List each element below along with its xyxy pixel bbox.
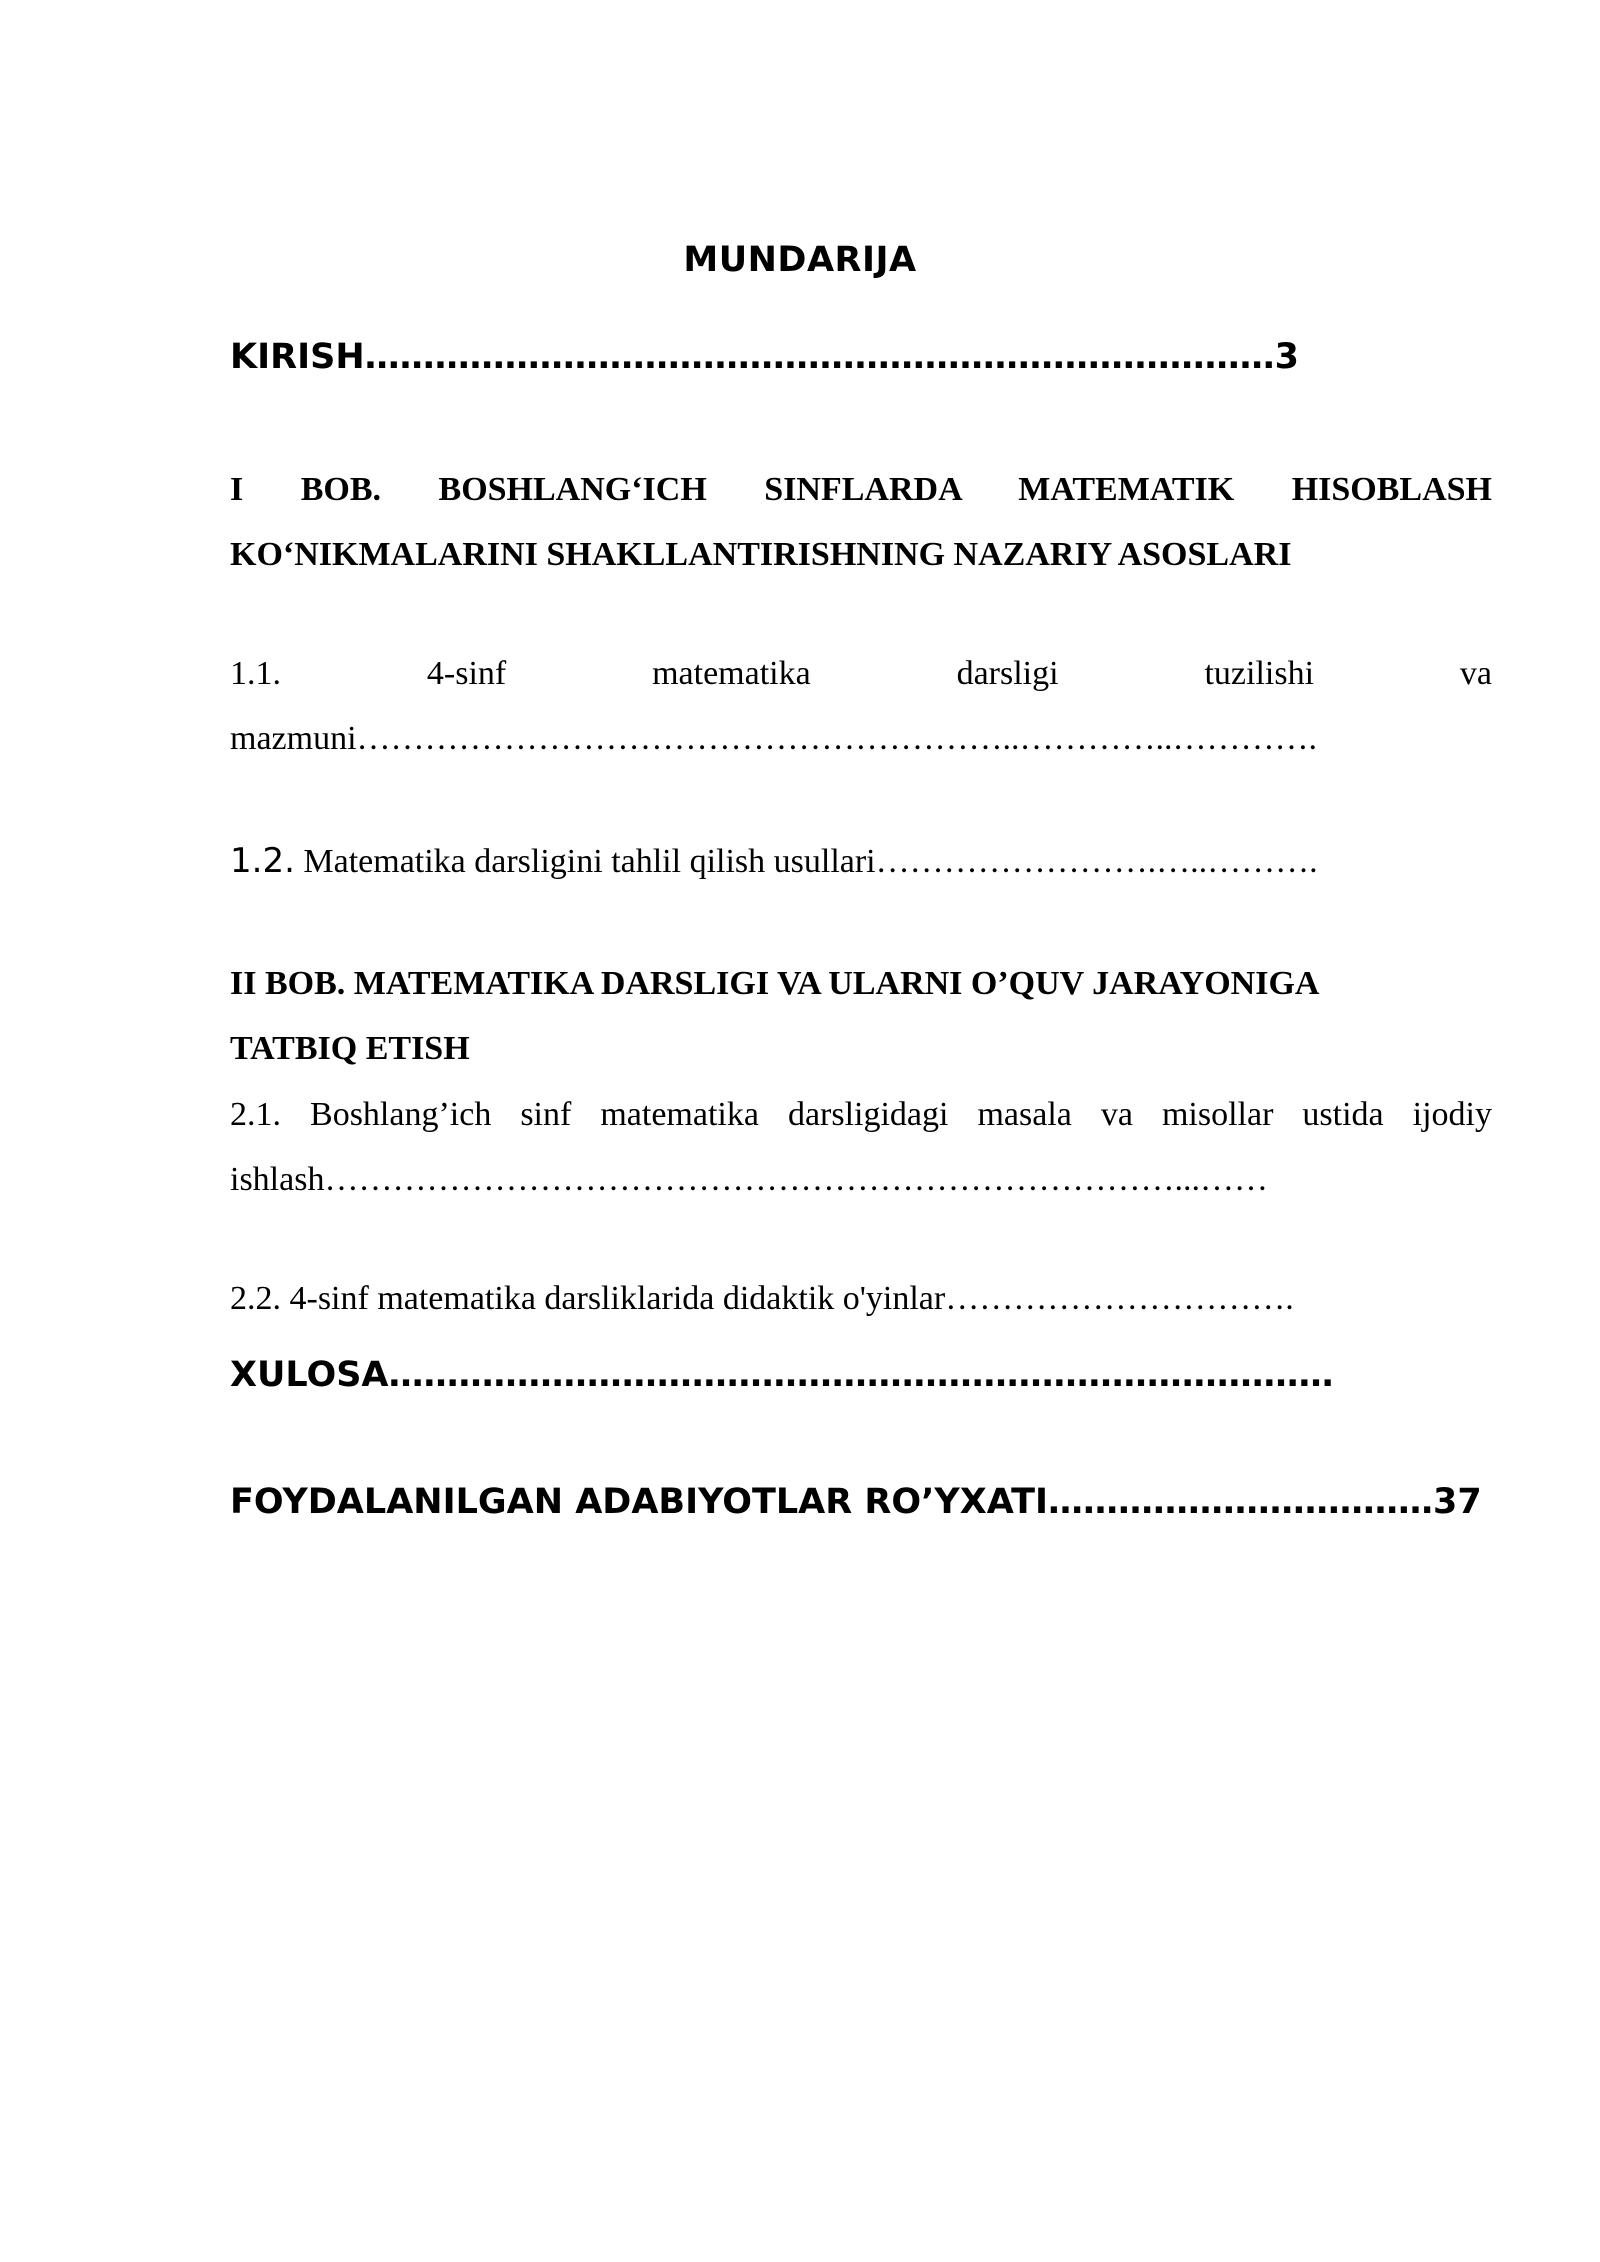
- toc-entry-foydalanilgan: FOYDALANILGAN ADABIYOTLAR RO’YXATI……………………………37: [230, 1482, 1482, 1522]
- toc-section-2-1: [230, 1082, 1492, 1212]
- toc-section-1-1: [230, 641, 1492, 771]
- toc-section-1-2-number: 1.2.: [230, 841, 295, 881]
- toc-chapter-2: [230, 951, 1492, 1081]
- toc-section-1-2-text: Matematika darsligini tahlil qilish usullari…………………….…..……….: [294, 843, 1318, 880]
- toc-entry-kirish: KIRISH……………………………………………………………………3: [230, 337, 1299, 377]
- toc-chapter-2-line-1: II BOB. MATEMATIKA DARSLIGI VA ULARNI O’QUV JARAYONIGA: [230, 965, 1320, 1002]
- toc-chapter-2-line-2: TATBIQ ETISH: [230, 1030, 470, 1067]
- toc-chapter-1-line-1: I BOB. BOSHLANG‘ICH SINFLARDA MATEMATIK HISOBLASH: [230, 471, 1492, 508]
- toc-entry-xulosa: XULOSA………………………………………………………………………: [230, 1355, 1334, 1395]
- toc-section-1-1-line-1: 1.1. 4-sinf matematika darsligi tuzilishi va: [230, 655, 1492, 692]
- toc-section-2-2: 2.2. 4-sinf matematika darsliklarida didaktik o'yinlar………………………….: [230, 1280, 1294, 1317]
- toc-chapter-1-line-2: KO‘NIKMALARINI SHAKLLANTIRISHNING NAZARIY ASOSLARI: [230, 536, 1292, 573]
- toc-chapter-1: [230, 457, 1492, 587]
- toc-section-2-1-line-2: ishlash…………………………………………………………………...……: [230, 1161, 1268, 1198]
- page-title: MUNDARIJA: [683, 240, 917, 280]
- toc-section-2-1-line-1: 2.1. Boshlang’ich sinf matematika darsligidagi masala va misollar ustida ijodiy: [230, 1096, 1492, 1133]
- toc-section-1-2: [230, 829, 1492, 894]
- toc-section-1-1-line-2: mazmuni…………………………………………………..…………..………….: [230, 720, 1318, 757]
